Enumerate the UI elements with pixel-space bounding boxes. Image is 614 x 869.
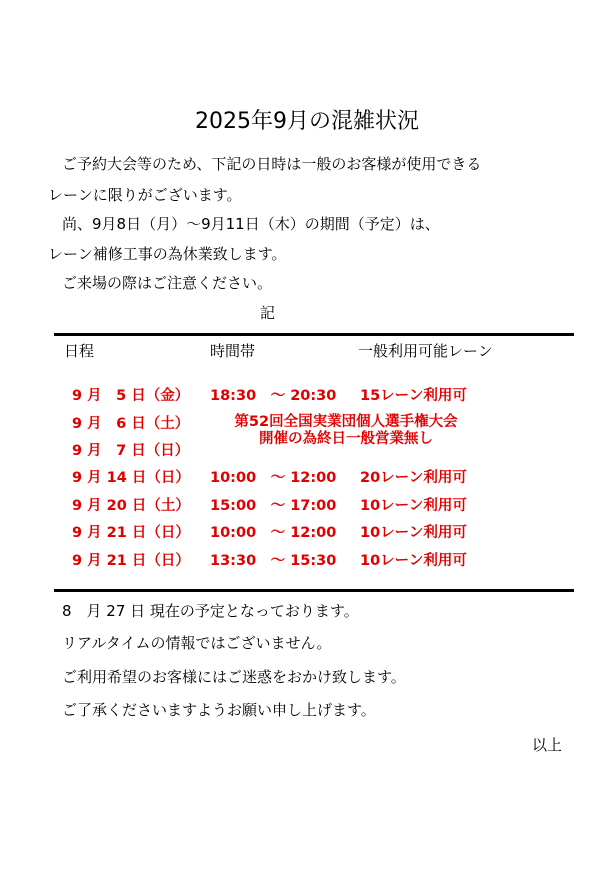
row-lanes: 15レーン利用可 [360, 388, 467, 404]
row-date: 9 月 6 日（土） [72, 416, 190, 432]
row-time: 10:00 ～ 12:00 [210, 470, 337, 486]
page-title: 2025年9月の混雑状況 [195, 109, 419, 134]
ki-mark: 記 [260, 304, 276, 322]
row-lanes: 10レーン利用可 [360, 525, 467, 541]
row-lanes: 10レーン利用可 [360, 553, 467, 569]
row-lanes: 10レーン利用可 [360, 498, 467, 514]
header-lanes: 一般利用可能レーン [358, 342, 493, 360]
row-date: 9 月 14 日（日） [72, 470, 190, 486]
row-time: 10:00 ～ 12:00 [210, 525, 337, 541]
note-line-1: 8 月 27 日 現在の予定となっております。 [62, 602, 359, 620]
note-line-4: ご了承くださいますようお願い申し上げます。 [62, 701, 376, 719]
note-line-3: ご利用希望のお客様にはご迷惑をおかけ致します。 [62, 668, 406, 686]
row-time: 13:30 ～ 15:30 [210, 553, 337, 569]
row-time: 15:00 ～ 17:00 [210, 498, 337, 514]
row-date: 9 月 21 日（日） [72, 553, 190, 569]
row-date: 9 月 5 日（金） [72, 388, 190, 404]
row-date: 9 月 21 日（日） [72, 525, 190, 541]
intro-line-2: レーンに限りがございます。 [48, 186, 242, 204]
header-date: 日程 [64, 342, 95, 360]
intro-line-5: ご来場の際はご注意ください。 [62, 274, 273, 292]
intro-line-1: ご予約大会等のため、下記の日時は一般のお客様が使用できる [62, 155, 482, 173]
row-lanes: 20レーン利用可 [360, 470, 467, 486]
row-time: 18:30 ～ 20:30 [210, 388, 337, 404]
header-time: 時間帯 [210, 342, 256, 360]
event-line-2: 開催の為終日一般営業無し [259, 431, 433, 447]
intro-line-4: レーン補修工事の為休業致します。 [48, 245, 287, 263]
event-notice [205, 414, 487, 448]
closing-mark: 以上 [532, 736, 563, 754]
row-date: 9 月 20 日（土） [72, 498, 190, 514]
event-line-1: 第52回全国実業団個人選手権大会 [234, 414, 458, 430]
row-date: 9 月 7 日（日） [72, 443, 190, 459]
top-rule [54, 333, 574, 336]
bottom-rule [54, 589, 574, 592]
intro-line-3: 尚、9月8日（月）～9月11日（木）の期間（予定）は、 [62, 215, 440, 233]
note-line-2: リアルタイムの情報ではございません。 [62, 634, 332, 652]
